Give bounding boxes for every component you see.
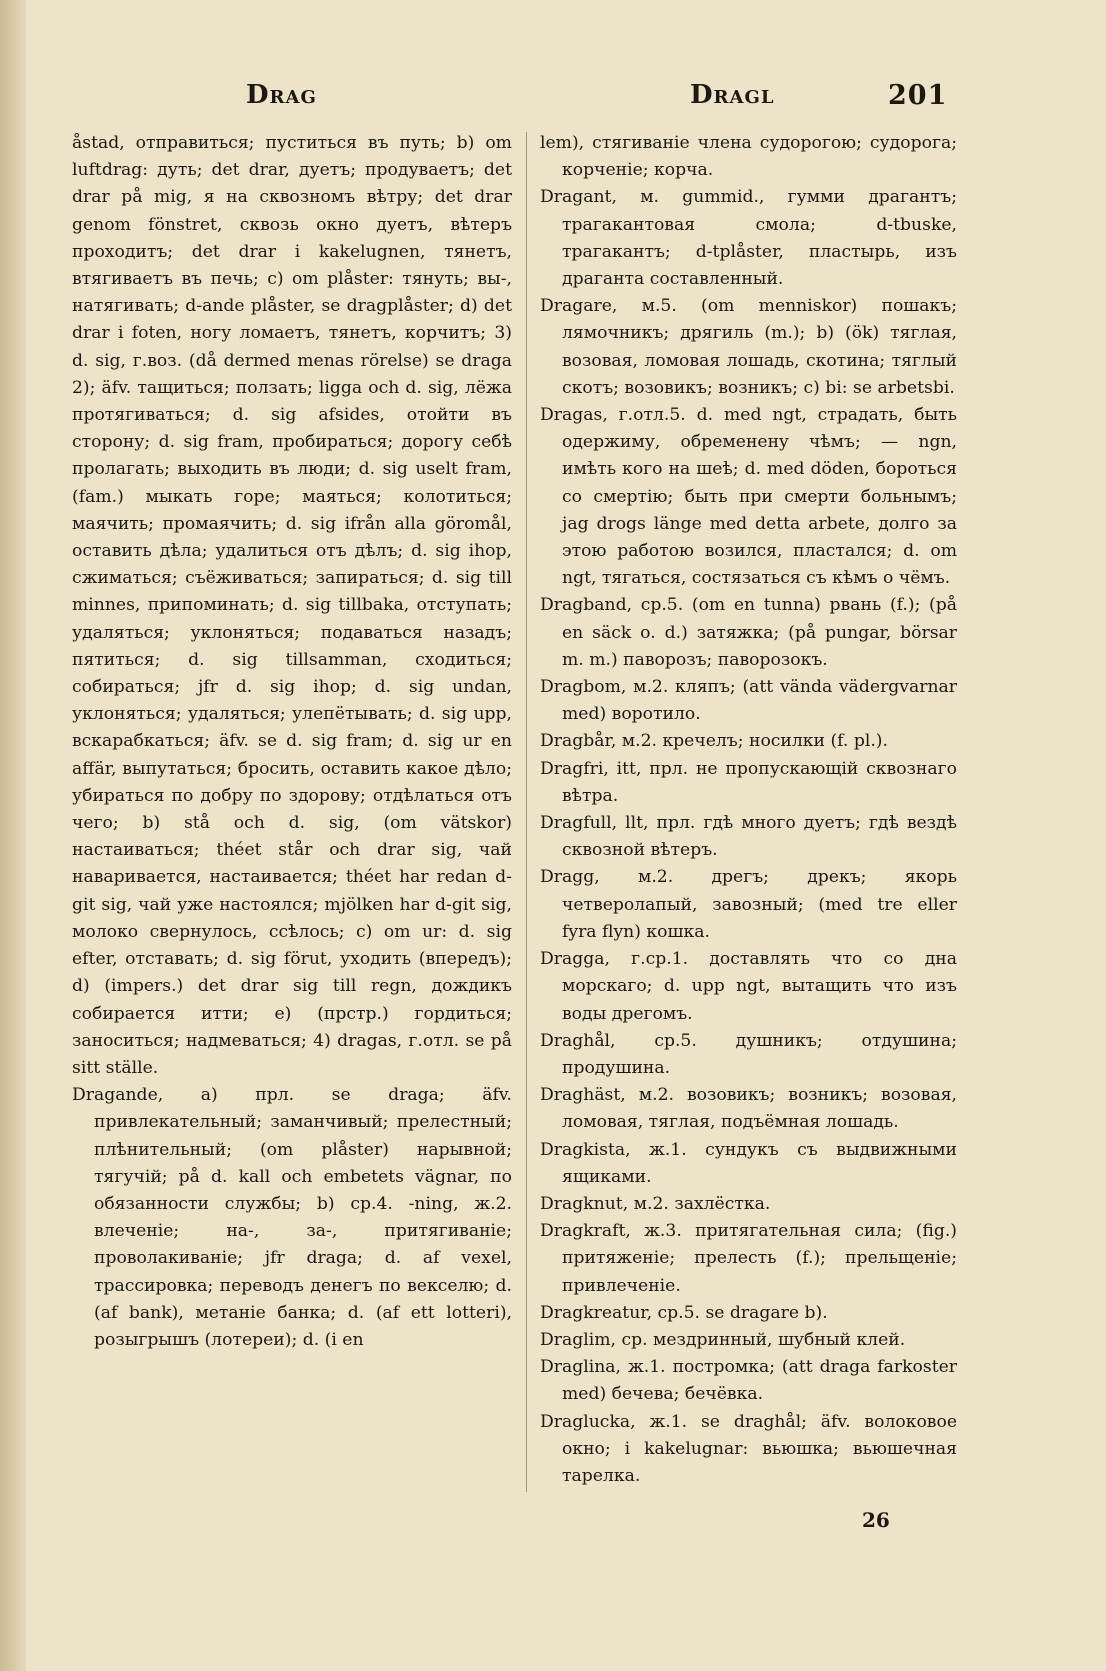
dictionary-entry: Dragga, г.ср.1. доставлять что со дна морскаго; d. upp ngt, вытащить что изъ воды дрегомъ.	[540, 949, 957, 1024]
dictionary-entry: Dragband, ср.5. (om en tunna) рвань (f.); (på en säck o. d.) затяжка; (på pungar, börsar m. m.) паворозъ; паворозокъ.	[540, 595, 957, 670]
page-header	[0, 80, 1106, 120]
signature-mark: 26	[862, 1508, 890, 1532]
left-column	[72, 130, 512, 1354]
dictionary-entry: Draglucka, ж.1. se draghål; äfv. волоковое окно; i kakelugnar: вьюшка; вьюшечная тарелка.	[540, 1411, 957, 1486]
page-number: 201	[888, 80, 948, 111]
dictionary-entry: Dragant, м. gummid., гумми драгантъ; трагакантовая смола; d-tbuske, трагакантъ; d-tplåster, пластырь, изъ драганта составленный.	[540, 187, 957, 290]
dictionary-entry: Dragbom, м.2. кляпъ; (att vända vädergvarnar med) воротило.	[540, 677, 957, 725]
dictionary-entry: Draglina, ж.1. постромка; (att draga farkoster med) бечева; бечёвка.	[540, 1357, 957, 1405]
dictionary-entry: Dragkista, ж.1. сундукъ съ выдвижными ящиками.	[540, 1139, 957, 1187]
dictionary-entry: Dragg, м.2. дрегъ; дрекъ; якорь четверолапый, завозный; (med tre eller fyra flyn) кошка.	[540, 867, 957, 942]
header-right-word: Dragl	[690, 80, 775, 110]
dictionary-entry: Dragas, г.отл.5. d. med ngt, страдать, быть одержиму, обремененy чѣмъ; — ngn, имѣть кого на шеѣ; d. med döden, бороться со смертію; быть при смерти больнымъ; jag drogs länge med detta arbete, долго за этою работою возился, пластался; d. om ngt, тягаться, состязаться съ кѣмъ о чёмъ.	[540, 405, 957, 589]
page-spine-edge	[0, 0, 26, 1671]
dictionary-entry: Dragkraft, ж.3. притягательная сила; (fig.) притяженіе; прелесть (f.); прельщеніе; привлеченіе.	[540, 1221, 957, 1296]
column-divider	[526, 132, 527, 1492]
header-left-word: Drag	[246, 80, 317, 110]
entry-continuation: lem), стягиваніе члена судорогою; судорога; корченіе; корча.	[540, 133, 957, 181]
dictionary-entry: Dragbår, м.2. кречелъ; носилки (f. pl.).	[540, 731, 888, 752]
dictionary-entry: Dragare, м.5. (om menniskor) пошакъ; лямочникъ; дрягиль (m.); b) (ök) тяглая, возовая, ломовая лошадь, скотина; тяглый скотъ; возовикъ; возникъ; c) bi: se arbetsbi.	[540, 296, 957, 398]
entry-continuation: åstad, отправиться; пуститься въ путь; b) om luftdrag: дуть; det drar, дуетъ; продуваетъ; det drar på mig, я на сквозномъ вѣтру; det drar genom fönstret, сквозь окно дуетъ, вѣтеръ проходитъ; det drar i kakelugnen, тянетъ, втягиваетъ въ печь; c) om plåster: тянуть; вы-, натягивать; d-ande plåster, se dragplåster; d) det drar i foten, ногу ломаетъ, тянетъ, корчитъ; 3) d. sig, г.воз. (då dermed menas rörelse) se draga 2); äfv. тащиться; ползать; ligga och d. sig, лёжа протягиваться; d. sig afsides, отойти въ сторону; d. sig fram, пробираться; дорогу себѣ пролагать; выходить въ люди; d. sig uselt fram, (fam.) мыкать горе; маяться; колотиться; маячить; промаячить; d. sig ifrån alla göromål, оставить дѣла; удалиться отъ дѣлъ; d. sig ihop, сжиматься; съёживаться; запираться; d. sig till minnes, припоминать; d. sig tillbaka, отступать; удаляться; уклоняться; подаваться назадъ; пятиться; d. sig tillsamman, сходиться; собираться; jfr d. sig ihop; d. sig undan, уклоняться; удаляться; улепётывать; d. sig upp, вскарабкаться; äfv. se d. sig fram; d. sig ur en affär, выпутаться; бросить, оставить какое дѣло; убираться по добру по здорову; отдѣлаться отъ чего; b) stå och d. sig, (om vätskor) настаиваться; théet står och drar sig, чай наваривается, настаивается; théet har redan d-git sig, чай уже настоялся; mjölken har d-git sig, молоко свернулось, ссѣлось; c) om ur: d. sig efter, отставать; d. sig förut, уходить (впередъ); d) (impers.) det drar sig till regn, дождикъ собирается итти; e) (прстр.) гордиться; заноситься; надмеваться; 4) dragas, г.отл. se på sitt ställe.	[72, 133, 512, 1078]
dictionary-entry: Dragfull, llt, прл. гдѣ много дуетъ; гдѣ вездѣ сквозной вѣтеръ.	[540, 813, 957, 861]
dictionary-entry: Dragkreatur, ср.5. se dragare b).	[540, 1302, 828, 1323]
dictionary-entry: Dragfri, itt, прл. не пропускающій сквознаго вѣтра.	[540, 758, 957, 806]
right-column	[540, 130, 957, 1490]
dictionary-entry: Draghäst, м.2. возовикъ; возникъ; возовая, ломовая, тяглая, подъёмная лошадь.	[540, 1085, 957, 1133]
dictionary-entry: Dragande, a) прл. se draga; äfv. привлекательный; заманчивый; прелестный; плѣнительный; (om plåster) нарывной; тягучій; på d. kall och embetets vägnar, по обязанности службы; b) ср.4. -ning, ж.2. влеченіе; на-, за-, притягиваніе; проволакиваніе; jfr draga; d. af vexel, трассировка; переводъ денегъ по векселю; d. (af bank), метаніе банка; d. (af ett lotteri), розыгрышъ (лотереи); d. (i en	[72, 1085, 512, 1350]
dictionary-entry: Draghål, ср.5. душникъ; отдушина; продушина.	[540, 1030, 957, 1078]
dictionary-entry: Dragknut, м.2. захлёстка.	[540, 1193, 771, 1214]
dictionary-entry: Draglim, ср. мездринный, шубный клей.	[540, 1329, 906, 1350]
